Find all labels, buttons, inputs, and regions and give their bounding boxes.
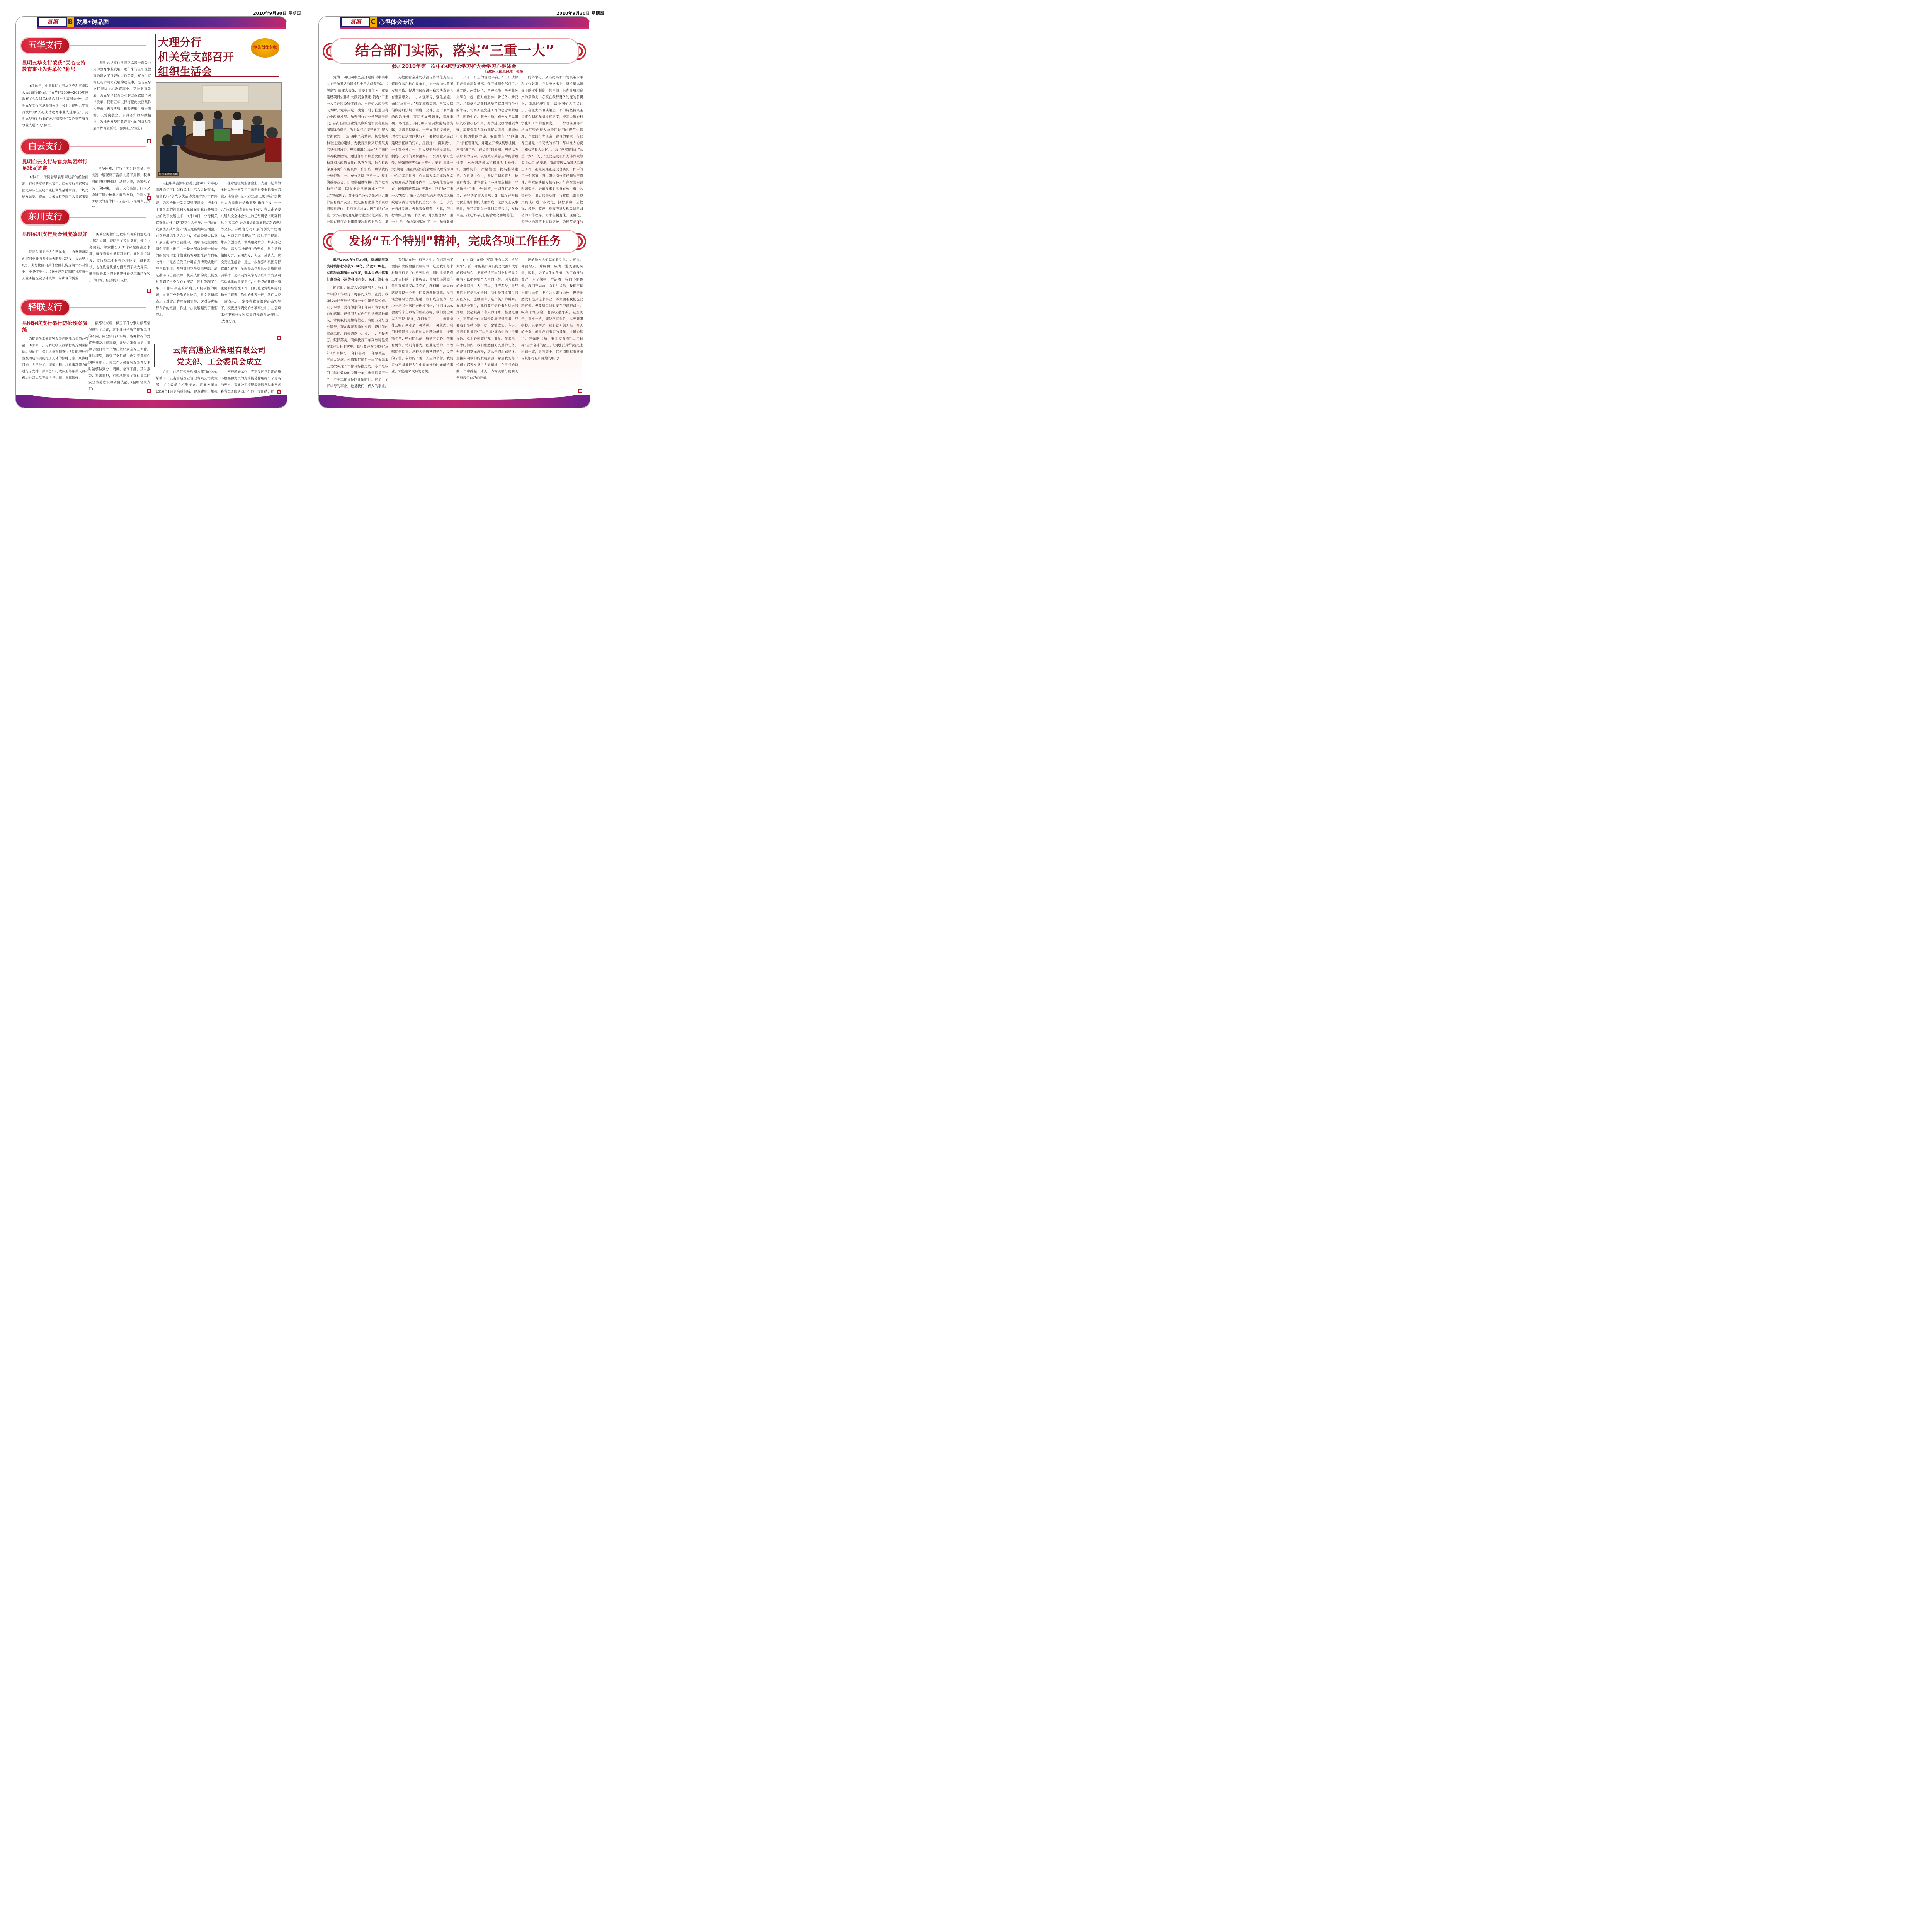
left-page: [15, 16, 287, 408]
end-mark-icon: [277, 336, 281, 340]
article2-col2: 我们站在这个行列之中，我们迎来了激情如火的金融发展时节，这是我们每个村镇银行员工的重要时刻，同时也是我们三年目标的一个转折点，金融市场激烈竞争的现状是无法改变的，我们唯一能做的就是要以一个勇士的姿态迎接挑战，没有谁会轻易让我们超越，我们成立至今，经历一次又一次的磨砺和考验，我们又怎么会害怕来自市场的新挑战呢，我们完全可以大声说“昭通，我们来了！”二、创业是什么呢？创业是一种精神，一种状态。我们村镇银行人应该树立的精神就是：特别能吃苦、特别能忍耐、特别有信心、特别有勇气、特别有作为。创业是苦的，不苦哪能是创业，这种苦是拼搏的辛苦，受挫的辛苦，奉献的辛苦，人生的辛苦。我们只有不断地把人生中最美好的时光献给事业，才能迎来成功的喜悦。: [391, 258, 453, 374]
bottom-decoration: [16, 395, 287, 408]
title-rule: [155, 34, 156, 77]
article-baiyun-col1: 9月4日，伴随着旱晨细雨过后的丝丝清凉，在和谐友好的气氛中，白云支行与官房集团足球队在昆明市龙江训练基地举行了一场足球友谊赛。赛前，白云支行克服了人员紧张等: [22, 175, 88, 199]
end-mark-icon: [147, 389, 151, 393]
article2-col1: 同志们：通过大家共同努力，我行上半年的工作取得了可喜的成绩，在此，我谨代表经营班子向每一个付出辛勤劳动、乐于奉献、爱行如家的干部员工表示最衷心的感谢。正是因为有你们的这些精神融入，才使我们更加有信心、有能力分好这个银行，现在我就当前和今后一段时间的重点工作，再强调以下几点：一、再接再厉、狠抓落实，确保我行三年高效稳健发展工作目标的实现。我行要努力完成好“三年工作目标”，一年打基础、二年创效益、三年大发展。村镇银行运行一年半来基本上是按照这个工作目标推进的。今年是我们二年创效益的关键一年，也是迎接下一个一年半工作目标的开始时间。这是一个百年行的事业，也是我们一代人的事业。: [327, 286, 388, 388]
section-letter: C: [370, 17, 377, 27]
article1-col1: 党的十四届四中全会通过的《中共中央关于加强党的建设几个重大问题的决定》规定“凡属重大决策、重要干部任免、重要建设项目安排和大额资金使用(简称“三重一大”)必须经集体讨论，不准个人或少数人专断。”党中央这一决定，对于推进国有企业改革发展、加强国有企业领导班子建设，搞好国有企业党风廉政建设具有重要而深远的意义。为此总行组织开展了“深入贯彻党的十七届四中全会精神，切实加强和改进党的建设，为我行又快又好发展提供坚强的政治、思想和组织保证”为主题的学习教育活动，通过仔细研读重要的讲话和对相关政策文件的认真学习，结合行政保卫部两年来的具体工作实践，谈谈我的一些想法：一、充分认识“三重一大”规定的重要意义，切实增强贯彻执行的自觉性和责任感。国有企业贯彻落实“三重一大”决策制度，对于防范经营决策风险，维护国有资产安全，促进国有企业改革发展的顺利进行，具有重大意义。国有银行“三重一大”决策制度是银行企业防范风险、促进国有银行企业建设廉洁制度上的有力举: [327, 76, 388, 224]
article-qinglian-col2: 演练结束后，保卫干部分别对演练情况进行了点评，就犯罪分子所持作案工具的不同，向全体员工讲解了各种情况的处置要领及注意事项，并结合案例向员工讲解了在日常工作如何做好安全保卫工作。此次演练，增强了支行员工应对突发事件的应变能力，使工作人员在突发事件发生时能够做到分工明确、急而不乱，及时报警、打击罪犯，有效地提高了支行员工的安全防范意识和防范技能。(昆明轻联支行): [88, 321, 150, 391]
headline-qinglian: 昆明轻联支行举行防抢预案演练: [22, 321, 88, 333]
headline-dongchuan: 昆明东川支行晨会制度效果好: [22, 232, 88, 238]
end-mark-icon: [147, 196, 151, 200]
star-badge-icon: 争先创优专栏: [251, 38, 279, 58]
section-band: [37, 17, 286, 27]
end-mark-icon: [578, 221, 582, 224]
article2-col3: 的专家在文章中写到“唯有大苦，方能大乐”。前三年的基础夯实真是大苦和大乐的最佳结合，把握好这三年创业时光就会拥有可以把握整个人生的气势，因为我们的企业同行。人生百年，几度春秋，最经典的不过是几个瞬间，我们是村镇银行的原创人员，也就拥有了这个美好的瞬间。面对这个银行，我们要有信心书写明天的辉煌，就必须拼下今天的汗水，甚至是泪水，不管前进的道路是坎坷还是平坦，只要我们坚持不懈，就一定能成功。今天，是我们拼搏到“三年目标”征途中的一个里程碑，我们必须做好充分准备，在未来一年半时间内，我们依然面对沉重的任务，但是我们别无选择，这三年的基础好坏，直接影响我们的发展后劲，希望我们每一位员工都要发扬主人翁精神，在银行的新的一年中撑起一片天，为村镇银行的明天做出我们自己的贡献。: [456, 258, 518, 380]
photo-caption: 组织生活会现场: [158, 172, 179, 176]
right-page-date: 2010年9月30日 星期四: [556, 11, 604, 16]
branch-title-dongchuan: 东川支行: [21, 210, 69, 224]
branch-title-wuhua: 五华支行: [21, 38, 69, 53]
article1-col2: 力把国有企业的政治优势转化为经营管理优势和核心竞争力，进一步加快改革发展步伐，促进国民经济平稳较快发展具有重要意义。二、加强领导，强化措施，确保“三重一大”规定取得实效。落实反腐倡廉建设法规、制度、文件，是一项严肃的政治任务，要切实加强领导，高度重视，各地区、部门和单位要紧密结合实际，认真贯彻落实。一要加强组织领导，增强贯彻落实的执行力。要按照党风廉政建设责任制的要求，履行好“一岗双责”，一手抓业务，一手抓反腐倡廉建设法规、制度、文件的贯彻落实。二要抓好学习宣传，增强贯彻落实的自觉性。要把“三重一大”规定、廉正风险防范管理纳入理论学习中心组学习计划，作为深入学习实践科学发展观活动的重要内容。三要强化督促检查，增强贯彻落实的严肃性。要把和“三重一大”规定、廉正风险防范管理作为党风廉政建设责任制考核的重要内容，进一步完善管理制度，强化督促检查。为此，结合行政保卫部的工作实际，对贯彻落实“三重一大”的工作方案概括如下：一、加强队伍: [391, 76, 453, 224]
branch-title-qinglian: 轻联支行: [21, 300, 69, 315]
headline-baiyun: 昆明白云支行与官房集团举行足球友谊赛: [22, 159, 88, 172]
article-wuhua-col2: 昆明五华支行自成立以来一直关心支持教育事业发展，近年来与五华区教育局建立了良好的合作关系，双方在互帮互助和共同发展的过程中，昆明五华支行坚持关心教育事业、帮扶教育发展，为五华区教育事业的改革做出了突出贡献。昆明五华支行将把此次获奖作为鞭策，再接再厉，积极进取，勇于创新，以爱岗敬业、求真务实的奉献精神，为推进五华区教育事业的创新和发展工作再立新功。(昆明五华支行): [93, 61, 151, 131]
article2-lead: 截至2010年6月30日，昭通昭阳富滇村镇银行存款5.89亿，贷款2.39亿，实现税前利润500万元，基本完成村镇银行董事会下达的各项任务。9月，该行召: [327, 258, 388, 282]
section-letter: B: [67, 17, 74, 27]
article1-subtitle: 参加2010年第一次中心组理论学习扩大会学习心得体会: [391, 64, 517, 70]
end-mark-icon: [147, 289, 151, 293]
section-band: [340, 17, 589, 27]
article2-title: 发扬“五个特别”精神，完成各项工作任务: [330, 230, 579, 253]
article-dongchuan-col1: 昆明东川支行成立两年来，一直坚持每周两次的业务培训和每天的晨会制度。每天早上8点，支行比区内其他金融机构提前半小时营业，业务主管利用10分钟左右的时间对前一天业务情况做总体点评，对出现的新业: [22, 250, 88, 281]
bottom-decoration: [319, 395, 590, 408]
fudian-logo: 富滇: [39, 18, 66, 26]
section-name: 发展•铸品牌: [76, 19, 109, 26]
article-yunnan-col1: 近日，在总行领导和相关部门的关心帮助下，云南富通企业管理有限公司党支部、工会委员会相继成立。富通公司自2010年1月更名重组后，建章建制、加强: [156, 370, 218, 394]
section-name: 心得体会专版: [379, 19, 414, 26]
article1-title: 结合部门实际，落实“三重一大”: [330, 38, 579, 64]
headline-wuhua: 昆明五华支行荣获“关心支持教育事业先进单位”称号: [22, 60, 86, 73]
article1-col4: 的科学化。从而提高部门的决策水平和工作效率。在财务支出上，坚持集体领导下的审批制度，其中部门经办费用和资产的采购支出必须在我行财务制度的前提下，由总经理审批，决不向个人主义让步。在重大事项决策上，部门将坚持民主议事会制度和招投标制度，提高决策的科学化和工作的透明度。二、行政保卫部严格执行资产投入与费用使用的规范化管理，自觉践行党风廉正建设的要求。行政保卫部是一个花钱的部门，每年经办的费用和资产投入近亿元，为了落实好我行“三重一大”中关于“重要建设项目安排和大额资金使用”的要求，我部要切实加强党风廉正工作，把党风廉正建设落实到工作中的每一个环节，通过强化岗位责任制的严谨性，有效解决制度执行各环节存在的问题和薄弱点。为确保事前监督有效，事中监督严格，事后监督及时，行政保卫部将费用的支出进一步规范，执行采购、招投标、装修、监理、验收决算及相关资料归档的工作程序，力求在制度化、规范化、公开化的程度上有新突破，为规范部门的: [521, 76, 583, 224]
end-mark-icon: [147, 139, 151, 143]
article-wuhua-col1: 9月10日，中共昆明市五华区委和五华区人民政府组织召开“五华区2009—2010年度教育工作先进单位和先进个人表彰大会”，昆明五华支行应邀参加会议。会上，昆明五华支行被评为“关心支持教育事业先进单位”，昆明五华支行行长许永平被授予“关心支持教育事业先进个人”称号。: [22, 84, 88, 128]
article1-col3: 公开、公正的管理平台。1、行政保卫部是由原总务部、保卫部两个部门合并成立的，两拨队伍、两种风格、两种业务交织在一起，面对新形势、新任务、新要求，必须毫不动摇的地坚持党对国有企业的领导，切实加强党建工作的信念和紧迫感。围绕中心、服务大局，充分发挥党组织的政治核心作用，努力建设政治引领力强，凝聚保障力强的基层党组织。根据总行机构调整的方案，我部推行了“联络员”责任管理制，并建立了考核奖惩机制，本着“谁主管，谁负责”的原则，构建以考核评价为导向，以绩效与奖惩挂钩的管理体系，充分调动员工积极性和主动性。2、团结协作，严格管理，提高整体素质。在日常工作中，坚持用制度管人、按流程办事，建立健全了各项规章制度，严格执行“三重一大”制度，定期召开部务会议，研究决定重大事项。3、始终严格执行民主集中制的决策制度，按照民主议事规则，坚持定期召开部门工作会议，发扬民主，推进领导方法的合理化和规范化。: [456, 76, 518, 218]
article-dali-col1: 根据中共富滇银行委员会2010年中心组理论学习计划和民主生活会讨论要求，结合我行“创先争优活动实施方案”工作部署，为积极推进学习型组织建设，把全行干部员工的智慧和力量凝聚到我行各项事业的改革发展上来，9月10日，分行机关党支部召开了以“以学习为先导，争创企面发展优秀共产党员”为主题的组织生活会。在召开组织生活会之前，支部委员会认真开展了批评与自我批评，该项活动主要在两个层面上进行，一是支部首先就一年来的组织管理工作做诚恳客观的批评与自我批评；二是各位党员针对自身情况做批评与自我批评，并与其他党员交流思想。通过批评与自我批评，机关支部的党员们及时看到了自身存在的不足，同时发现了在平日工作中存在的影响员工积极性的问题，在进行充分沟通讨论后，参会党员都表示了对彼此的理解和支持，这对促进我行今后的经营工作进一步发展起到了重要作用。: [156, 182, 218, 317]
article-baiyun-col2: 诸多困难，进行了充分的准备，在比赛中展现出了富滇人勇于拼搏，积极向前的精神风貌。通过比赛，既锻炼了员工的体魄，丰富了文化生活，同时又增进了银企彼此之间的友谊，为建立更深层次的合作打下了基础。(昆明白云支: [92, 167, 150, 204]
meeting-photo: [156, 82, 282, 178]
article2-col4: 远的地方人们就能看到你，走近你，你能给人一片绿荫，成为一道美丽的风景，因此，为了人生的价值，为了自身的尊严，为了像树一样活着，我们不能畏惧，我们要向前，向前！当然，我们不是为银行而生，更不会为银行而死，但是既然我们选择这个事业，再大困难我们也要跨过去。但要明白我们要在冲锋的路上，纵有千难万险，也要咬紧牙关，破釜沉舟，背水一战，即使不能全胜，也要顽强拼搏，只要拼过，我们就无怨无悔。今天的大会，就是我们出征的号角，拼搏的号角，冲锋的号角，我们就是在“三年目标”全力奋斗的路上，让我们在新的起点上团结一致，真抓实干，共同创造昭阳富滇村镇银行更加辉煌的明天！: [521, 258, 583, 361]
section-band-strip: [37, 27, 286, 29]
end-mark-icon: [578, 389, 582, 393]
article-qinglian-col1: 为提高员工处置突发事件的能力和防范技能，9月28日，昆明轻联支行举行防抢预案演练。演练前，保卫人员根据支行所处的地理位置及周边环境制定了具体的演练方案，从演练目的、人员分工、演练过程、注意事项等方面进行了安排，并由总行行政保卫部相关人员和保安公司人员现场进行协调、指挥演练。: [22, 337, 88, 380]
yunnan-title: 云南富通企业管理有限公司 党支部、工会委员会成立: [173, 345, 265, 366]
right-page: [318, 16, 590, 408]
article1-byline: 行政保卫部总经理 张炬: [485, 70, 524, 74]
branch-title-baiyun: 白云支行: [21, 139, 69, 154]
title-rule: [154, 344, 155, 367]
article-dongchuan-col2: 务或业务操作过程中出现的问题进行讲解和说明，帮助员工及时掌握，领会业务要领，并安排当天工作和提醒注意事项，确保当天业务顺利进行。通过晨会制度，支行员工不仅在办理速度上得到加快，也在恢复质量方面得到了较大提高，随着服务水平的不断提升得到越来越多客户的好评。(昆明东川支行): [89, 233, 150, 282]
meeting-photo-image: [156, 83, 281, 178]
section-band-strip: [340, 27, 589, 29]
dali-title: 大理分行 机关党支部召开 组织生活会: [158, 36, 234, 78]
left-page-date: 2010年9月30日 星期四: [253, 11, 301, 16]
article-dali-col2: 在专题组织生活会上，支部书记带领全体党员一同学习了云南省委书记秦光荣在云南省委八届八次全会上的讲话“加快扩大内需推进结构调整 确保完成“十一五”经济社会发展目标任务”，在云南省委八届九次全体会议上的总结讲话《明确目标 扎实工作 努力谋划新发展推动新跨越》等文件。并结合分行开展的创先争优活动，对每名党员提出了“带头学习提高，带头争创佳绩，带头服务群众，带头遵纪守法，带头弘扬正气”的要求，参会党员积极发言，表明态度，大家一致认为，这次党组生活会，是进一步加强和巩固分行党组织建设，全面提高党员队伍素质的重要举措，是拓展深入学习实践科学发展观活动成果的重要举措，也是党的建设一项重要的经常性工作，同时也是党组织建设和分行管理工作中的重要一环，我们大家一致表示，一定要在党支部的正确领导下，积极投身到党的各项事业中，在各项工作中充分发挥党员的先锋模范作用。(大理分行): [221, 182, 281, 323]
end-mark-icon: [277, 390, 281, 394]
fudian-logo: 富滇: [342, 18, 369, 26]
article-yunnan-col2: 何开展好工作，真正发挥党组织的战斗堡垒和党员的先锋模范作用提出了更高的要求。富通公司将积极开展各类丰富多彩有意义的活动，打造一支团结、能干的: [221, 370, 281, 394]
